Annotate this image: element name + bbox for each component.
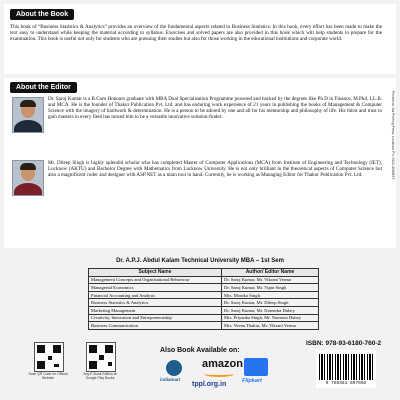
table-cell: Dr. Saroj Kumar, Mr. Vikrant Verma bbox=[222, 276, 319, 284]
qr1-caption: Scan QR Code for Official Website bbox=[28, 372, 68, 381]
table-cell: Dr. Saroj Kumar, Mr. Vipin Singh bbox=[222, 284, 319, 292]
table-cell: Dr. Saroj Kumar, Mr. Dileep Singh bbox=[222, 299, 319, 307]
table-title: Dr. A.P.J. Abdul Kalam Technical University MBA – 1st Sem bbox=[116, 258, 284, 264]
table-cell: Business Communication bbox=[89, 322, 222, 330]
about-editor-heading: About the Editor bbox=[10, 82, 77, 93]
table-cell: Mrs. Monika Singh bbox=[222, 291, 319, 299]
about-book-text: This book of “Business Statistics & Analytics” provides an overview of the fundamental aspects related to Business Statistics. In this book, every effort has been made to make the text easy to understand while keeping the material according to syllabus. Exercises and solved papers are also provided in this book which will help students to prepare for the examination. This book is useful not only for students who are pursuing their studies but also for those working in the educational institutions and corporate world. bbox=[10, 24, 382, 43]
editor2-bio: Mr. Dileep Singh is highly splendid scholar who has completed Master of Computer Applications (MCA) from Institute of Engineering and Technology (IET), Lucknow (AKTU) and Bachelor Degree with Mathematics from Lucknow University. He is not only brilliant in the theoretical aspects of Computer Science but also a magnificent coder and designer with ASP.NET as a main tool in hand. Currently, he is working as Managing Editor for Thakur Publication Pvt. Ltd. bbox=[48, 160, 382, 179]
table-row bbox=[89, 314, 319, 322]
amazon-smile bbox=[204, 371, 234, 377]
table-cell: Marketing Management bbox=[89, 306, 222, 314]
website-qr-code[interactable] bbox=[34, 342, 64, 372]
about-book-heading: About the Book bbox=[10, 9, 74, 20]
table-cell: Management Concepts and Organisational Behaviour bbox=[89, 276, 222, 284]
printer-side-text: Printed at: Sai Printing Press, Lucknow. Ph: 0522-4065657 bbox=[391, 91, 395, 180]
table-cell: Mrs. Priyanka Singh, Mr. Namrata Dubey bbox=[222, 314, 319, 322]
barcode-digits: 9 789361 807602 bbox=[325, 381, 367, 386]
table-header: Author/ Editor Name bbox=[222, 269, 319, 277]
table-row bbox=[89, 306, 319, 314]
qr2-caption: Buy E-Book Edition at Google Play Books bbox=[83, 372, 117, 381]
table-row bbox=[89, 284, 319, 292]
editor1-bio: Dr. Saroj Kumar is a B.Com Honours graduate with MBA Dual Specialisation Programme powered and backed by the degrees like Ph.D in Finance, M.Phil, LL.B. and MCA. He is the founder of Thakur Publication Pvt. Ltd. and has enduring work experience of 21 years in publishing the books of Management & Computer Science with the imagery of hardwork & determination. He is a person to be adored by one and all for his mentorship and philosophy of life. His thirst and trust to gain masters in every field has turned him to be a versatile innovative solution-finder. bbox=[48, 96, 382, 121]
table-row bbox=[89, 299, 319, 307]
table-header: Subject Name bbox=[89, 269, 222, 277]
editor2-photo bbox=[12, 160, 44, 196]
editor1-photo bbox=[12, 97, 44, 133]
indiamart-logo bbox=[166, 360, 182, 376]
ebook-qr-code[interactable] bbox=[86, 342, 116, 372]
indiamart-label: indiamart bbox=[160, 377, 181, 382]
table-cell: Business Statistics & Analytics bbox=[89, 299, 222, 307]
subjects-table bbox=[88, 268, 319, 330]
table-row bbox=[89, 291, 319, 299]
table-row bbox=[89, 322, 319, 330]
isbn-barcode bbox=[316, 350, 376, 388]
table-cell: Creativity, Innovation and Entrepreneurship bbox=[89, 314, 222, 322]
flipkart-label: Flipkart bbox=[242, 378, 262, 384]
table-cell: Dr. Saroj Kumar, Mr. Narendra Dubey bbox=[222, 306, 319, 314]
table-cell: Mrs. Veenu Thakur, Mr. Vikrant Verma bbox=[222, 322, 319, 330]
table-cell: Financial Accounting and Analysis bbox=[89, 291, 222, 299]
flipkart-logo bbox=[244, 358, 268, 376]
table-cell: Managerial Economics bbox=[89, 284, 222, 292]
table-row bbox=[89, 276, 319, 284]
isbn-text: ISBN: 978-93-6180-760-2 bbox=[306, 340, 382, 347]
amazon-logo: amazon bbox=[202, 358, 243, 370]
tppl-website[interactable]: tppl.org.in bbox=[192, 381, 227, 388]
also-available-heading: Also Book Available on: bbox=[160, 347, 240, 354]
